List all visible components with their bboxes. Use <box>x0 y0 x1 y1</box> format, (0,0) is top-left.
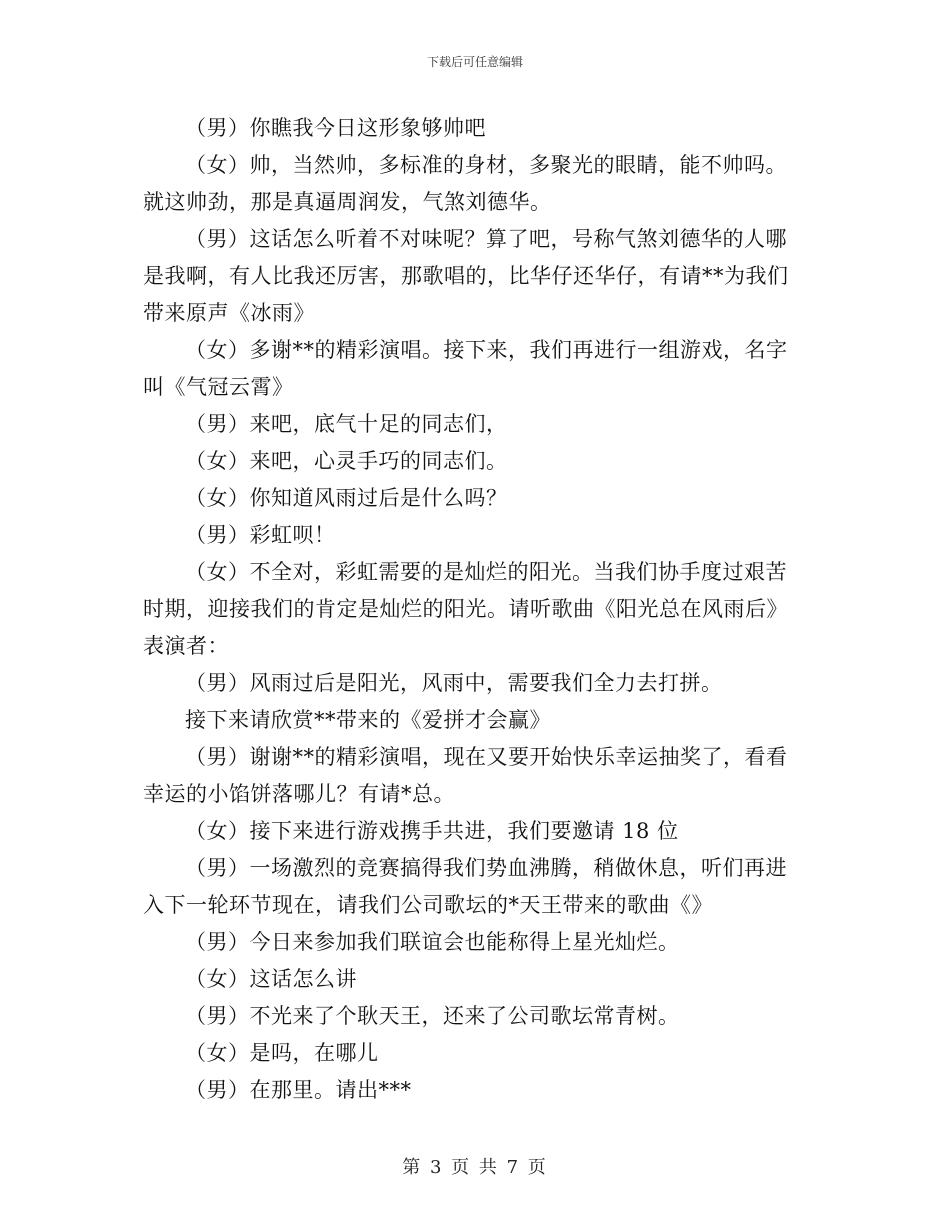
document-body <box>143 110 803 1109</box>
paragraph: （女）不全对，彩虹需要的是灿烂的阳光。当我们协手度过艰苦时期，迎接我们的肯定是灿烂的阳光。请听歌曲《阳光总在风雨后》表演者： <box>143 560 788 658</box>
paragraph: （女）这话怎么讲 <box>185 967 357 991</box>
paragraph: （男）风雨过后是阳光，风雨中，需要我们全力去打拼。 <box>185 671 723 695</box>
page-header: 下载后可任意编辑 <box>426 55 523 69</box>
paragraph: （女）来吧，心灵手巧的同志们。 <box>185 449 508 473</box>
paragraph: （男）彩虹呗！ <box>185 523 336 547</box>
paragraph: 接下来请欣赏**带来的《爱拼才会赢》 <box>185 708 551 732</box>
paragraph: （女）是吗，在哪儿 <box>185 1041 379 1065</box>
paragraph: （男）今日来参加我们联谊会也能称得上星光灿烂。 <box>185 930 680 954</box>
paragraph: （男）一场激烈的竞赛搞得我们势血沸腾，稍做休息，听们再进入下一轮环节现在，请我们公司歌坛的*天王带来的歌曲《》 <box>143 856 787 917</box>
paragraph: （男）不光来了个耿天王，还来了公司歌坛常青树。 <box>185 1004 680 1028</box>
paragraph: （女）多谢**的精彩演唱。接下来，我们再进行一组游戏，名字叫《气冠云霄》 <box>143 338 788 399</box>
paragraph: （女）接下来进行游戏携手共进，我们要邀请 18 位 <box>185 819 679 843</box>
page-number: 第 3 页 共 7 页 <box>402 1157 548 1178</box>
paragraph: （男）谢谢**的精彩演唱，现在又要开始快乐幸运抽奖了，看看幸运的小馅饼落哪儿？有请*总。 <box>143 745 788 806</box>
paragraph: （女）帅，当然帅，多标准的身材，多聚光的眼睛，能不帅吗。就这帅劲，那是真逼周润发，气煞刘德华。 <box>143 153 787 214</box>
paragraph: （男）你瞧我今日这形象够帅吧 <box>185 116 486 140</box>
paragraph: （男）在那里。请出*** <box>185 1078 412 1102</box>
paragraph: （男）这话怎么听着不对味呢？算了吧，号称气煞刘德华的人哪是我啊，有人比我还厉害，那歌唱的，比华仔还华仔，有请**为我们带来原声《冰雨》 <box>143 227 789 325</box>
paragraph: （女）你知道风雨过后是什么吗？ <box>185 486 508 510</box>
paragraph: （男）来吧，底气十足的同志们， <box>185 412 508 436</box>
